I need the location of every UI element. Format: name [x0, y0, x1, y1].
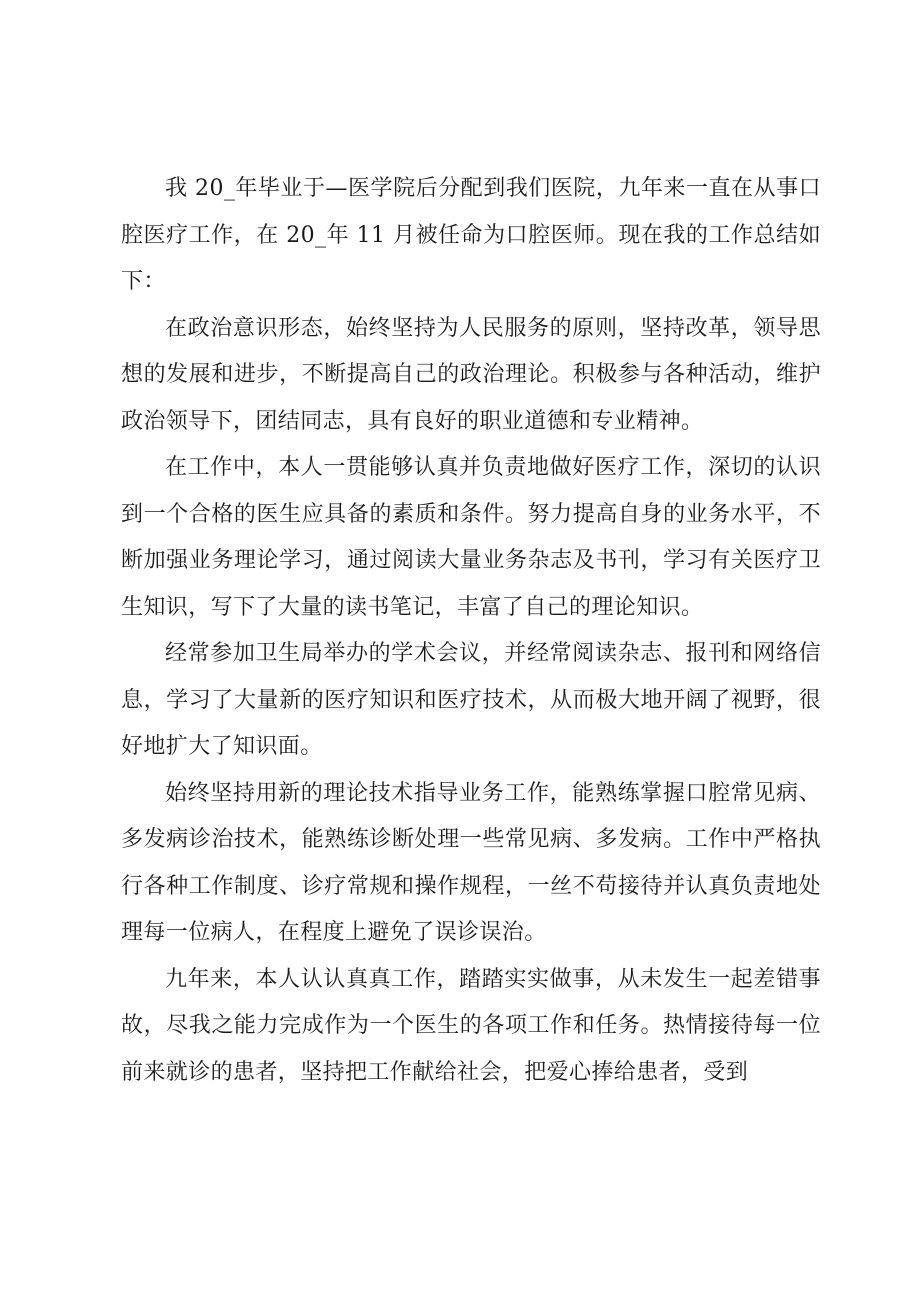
- paragraph-4: 经常参加卫生局举办的学术会议，并经常阅读杂志、报刊和网络信息，学习了大量新的医疗知识和医疗技术，从而极大地开阔了视野，很好地扩大了知识面。: [121, 641, 821, 759]
- paragraph-5: 始终坚持用新的理论技术指导业务工作，能熟练掌握口腔常见病、多发病诊治技术，能熟练诊断处理一些常见病、多发病。工作中严格执行各种工作制度、诊疗常规和操作规程，一丝不苟接待并认真负责地处理每一位病人，在程度上避免了误诊误治。: [121, 780, 821, 945]
- paragraph-2: 在政治意识形态，始终坚持为人民服务的原则，坚持改革，领导思想的发展和进步，不断提高自己的政治理论。积极参与各种活动，维护政治领导下，团结同志，具有良好的职业道德和专业精神。: [121, 315, 821, 434]
- paragraph-3: 在工作中，本人一贯能够认真并负责地做好医疗工作，深切的认识到一个合格的医生应具备的素质和条件。努力提高自身的业务水平，不断加强业务理论学习，通过阅读大量业务杂志及书刊，学习有关医疗卫生知识，写下了大量的读书笔记，丰富了自己的理论知识。: [121, 455, 821, 620]
- paragraph-6: 九年来，本人认认真真工作，踏踏实实做事，从未发生一起差错事故，尽我之能力完成作为一个医生的各项工作和任务。热情接待每一位前来就诊的患者，坚持把工作献给社会，把爱心捧给患者，受到: [121, 966, 821, 1085]
- document-body: [121, 166, 821, 1096]
- paragraph-1: 我 20_年毕业于—医学院后分配到我们医院，九年来一直在从事口腔医疗工作，在 20_年 11 月被任命为口腔医师。现在我的工作总结如下：: [121, 176, 821, 294]
